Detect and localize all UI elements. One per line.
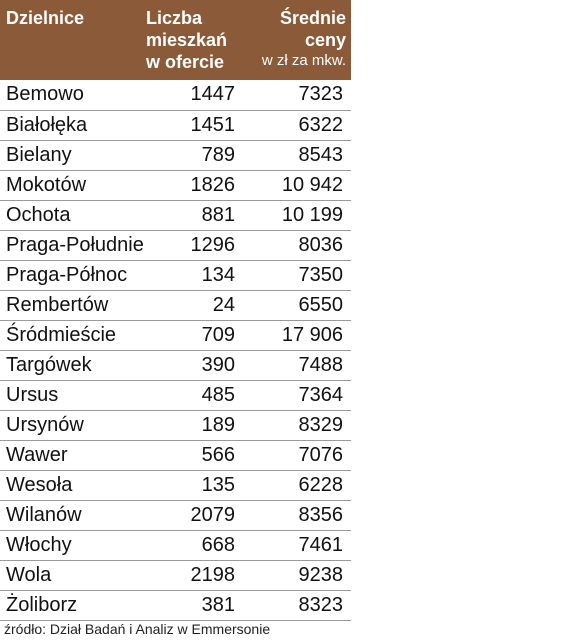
cell-price: 7488 xyxy=(243,350,351,380)
cell-count: 2079 xyxy=(138,500,243,530)
cell-district: Ursus xyxy=(0,380,138,410)
cell-price: 8329 xyxy=(243,410,351,440)
table-row xyxy=(0,410,351,440)
cell-count: 2198 xyxy=(138,560,243,590)
cell-price: 6322 xyxy=(243,110,351,140)
cell-district: Wawer xyxy=(0,440,138,470)
cell-district: Włochy xyxy=(0,530,138,560)
table-row xyxy=(0,80,351,110)
cell-price: 6228 xyxy=(243,470,351,500)
cell-price: 7076 xyxy=(243,440,351,470)
cell-price: 17 906 xyxy=(243,320,351,350)
column-header-price-line: ceny xyxy=(304,30,346,50)
table-body xyxy=(0,80,351,620)
cell-count: 390 xyxy=(138,350,243,380)
cell-price: 8323 xyxy=(243,590,351,620)
cell-price: 7461 xyxy=(243,530,351,560)
cell-price: 10 942 xyxy=(243,170,351,200)
cell-district: Wesoła xyxy=(0,470,138,500)
cell-district: Targówek xyxy=(0,350,138,380)
table-row xyxy=(0,260,351,290)
cell-district: Śródmieście xyxy=(0,320,138,350)
cell-count: 1447 xyxy=(138,80,243,110)
source-note: źródło: Dział Badań i Analiz w Emmersonie xyxy=(4,621,271,637)
table-row xyxy=(0,500,351,530)
cell-count: 189 xyxy=(138,410,243,440)
cell-count: 24 xyxy=(138,290,243,320)
cell-count: 134 xyxy=(138,260,243,290)
header-row xyxy=(0,0,351,80)
column-header-district-line: Dzielnice xyxy=(6,8,85,28)
cell-count: 1296 xyxy=(138,230,243,260)
cell-count: 485 xyxy=(138,380,243,410)
column-header-price-unit: w zł za mkw. xyxy=(261,52,346,69)
cell-price: 9238 xyxy=(243,560,351,590)
cell-district: Żoliborz xyxy=(0,590,138,620)
column-header-count xyxy=(138,0,243,80)
table-header xyxy=(0,0,351,80)
table-row xyxy=(0,440,351,470)
cell-price: 7350 xyxy=(243,260,351,290)
cell-count: 789 xyxy=(138,140,243,170)
table-row xyxy=(0,140,351,170)
cell-count: 1451 xyxy=(138,110,243,140)
column-header-count-line: mieszkań xyxy=(146,30,228,50)
cell-district: Rembertów xyxy=(0,290,138,320)
cell-price: 7323 xyxy=(243,80,351,110)
cell-district: Praga-Północ xyxy=(0,260,138,290)
cell-count: 1826 xyxy=(138,170,243,200)
table-row xyxy=(0,230,351,260)
table-row xyxy=(0,200,351,230)
table-row xyxy=(0,110,351,140)
cell-district: Bemowo xyxy=(0,80,138,110)
cell-price: 7364 xyxy=(243,380,351,410)
cell-price: 10 199 xyxy=(243,200,351,230)
column-header-count-line: w ofercie xyxy=(146,52,225,72)
table-row xyxy=(0,560,351,590)
table-row xyxy=(0,530,351,560)
column-header-district xyxy=(0,0,138,80)
table-row xyxy=(0,470,351,500)
cell-count: 566 xyxy=(138,440,243,470)
cell-count: 381 xyxy=(138,590,243,620)
cell-count: 709 xyxy=(138,320,243,350)
table-row xyxy=(0,380,351,410)
cell-price: 8543 xyxy=(243,140,351,170)
table-row xyxy=(0,320,351,350)
table-row xyxy=(0,350,351,380)
cell-district: Ursynów xyxy=(0,410,138,440)
cell-count: 135 xyxy=(138,470,243,500)
table-row xyxy=(0,290,351,320)
cell-count: 668 xyxy=(138,530,243,560)
cell-district: Wola xyxy=(0,560,138,590)
cell-price: 8356 xyxy=(243,500,351,530)
cell-district: Mokotów xyxy=(0,170,138,200)
cell-price: 8036 xyxy=(243,230,351,260)
cell-district: Wilanów xyxy=(0,500,138,530)
column-header-price-line: Średnie xyxy=(279,8,346,28)
cell-district: Ochota xyxy=(0,200,138,230)
table-row xyxy=(0,590,351,620)
cell-district: Praga-Południe xyxy=(0,230,138,260)
cell-district: Bielany xyxy=(0,140,138,170)
table-row xyxy=(0,170,351,200)
cell-district: Białołęka xyxy=(0,110,138,140)
cell-price: 6550 xyxy=(243,290,351,320)
cell-count: 881 xyxy=(138,200,243,230)
column-header-price xyxy=(243,0,351,80)
column-header-count-line: Liczba xyxy=(146,8,203,28)
